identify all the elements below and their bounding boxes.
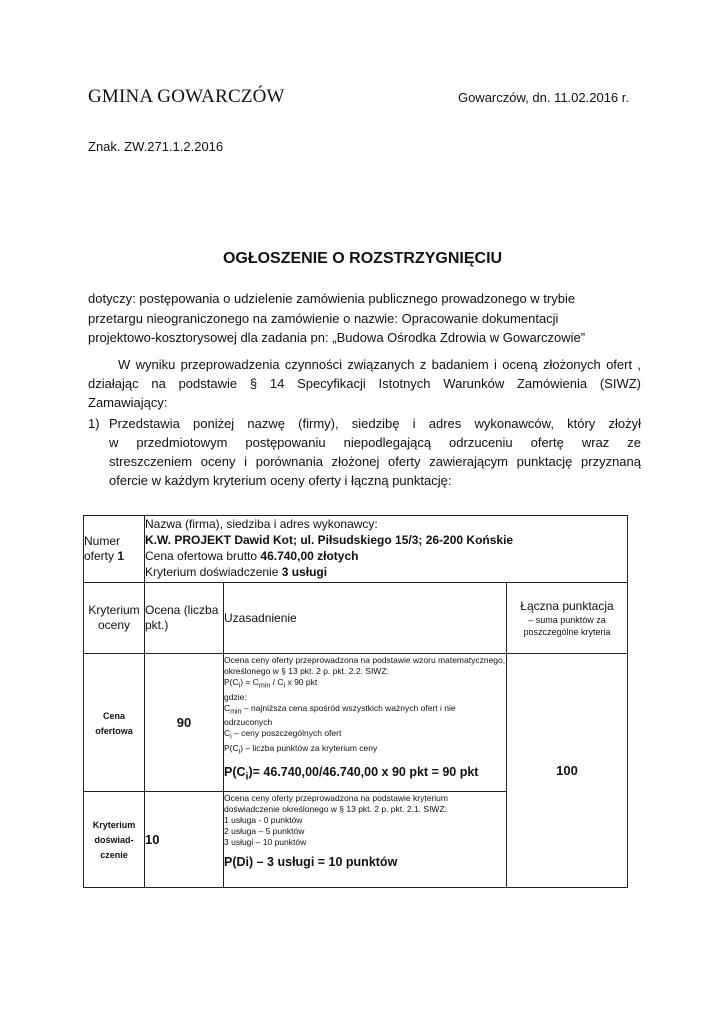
reference-number: Znak. ZW.271.1.2.2016 xyxy=(88,139,224,154)
score-header: Ocena (liczba pkt.) xyxy=(145,583,224,654)
price-where: gdzie: xyxy=(224,691,247,702)
offer-experience xyxy=(145,564,627,580)
contractor-label: Nazwa (firma), siedziba i adres wykonawcy: xyxy=(145,517,378,531)
offer-price xyxy=(145,548,627,564)
experience-scale-2: 2 usługa – 5 punktów xyxy=(224,826,305,836)
total-header xyxy=(507,583,628,654)
contractor-name: K.W. PROJEKT Dawid Kot; ul. Piłsudskiego 15/3; 26-200 Końskie xyxy=(145,533,514,547)
list-item-line: ofercie w każdym kryterium oceny oferty i łączną punktację: xyxy=(109,473,452,488)
score-price: 90 xyxy=(145,654,224,792)
justification-header: Uzasadnienie xyxy=(224,583,507,654)
criterion-price: Cena ofertowa xyxy=(95,710,133,736)
list-item-1 xyxy=(88,414,641,490)
list-number: 1) xyxy=(88,416,100,431)
municipality-name: GMINA GOWARCZÓW xyxy=(88,86,285,107)
price-value: 46.740,00 złotych xyxy=(260,549,359,563)
experience-value: 3 usługi xyxy=(281,565,328,579)
criterion-experience: Kryterium doświad-czenie xyxy=(92,820,136,860)
total-header-label: Łączna punktacja xyxy=(520,598,614,613)
table-row xyxy=(84,654,628,792)
ci-definition: $C_i$ – ceny poszczególnych ofert xyxy=(224,728,342,742)
experience-result: P(Di) – 3 usługi = 10 punktów xyxy=(224,855,398,869)
intro-paragraph xyxy=(88,355,641,412)
price-label: Cena ofertowa brutto xyxy=(145,549,261,563)
experience-scale-1: 1 usługa - 0 punktów xyxy=(224,815,303,825)
column-header-row xyxy=(84,583,628,654)
intro-text: W wyniku przeprowadzenia czynności związanych z badaniem i oceną złożonych ofert , działając na podstawie § 14 Specyfikacji Istotnych Warunków Zamówienia (SIWZ) Zamawiający: xyxy=(88,357,641,410)
criterion-header: Kryterium oceny xyxy=(84,583,145,654)
offer-number-value: 1 xyxy=(117,549,125,563)
page-title: OGŁOSZENIE O ROZSTRZYGNIĘCIU xyxy=(222,250,503,267)
subject-line: przetargu nieograniczonego na zamówienie o nazwie: Opracowanie dokumentacji xyxy=(88,310,559,326)
list-item-line: streszczeniem oceny i porównania złożonej oferty zawierającym punktację przyznaną xyxy=(109,454,641,469)
subject-line: dotyczy: postępowania o udzielenie zamówienia publicznego prowadzonego w trybie xyxy=(88,291,576,306)
justification-experience xyxy=(224,792,507,888)
list-item-line: Przedstawia poniżej nazwę (firmy), siedzibę i adres wykonawców, który złożył xyxy=(109,416,641,431)
offer-table xyxy=(83,515,628,888)
pci-definition: $P(C_i)$ – liczba punktów za kryterium ceny xyxy=(224,743,378,756)
list-item-line: w przedmiotowym postępowaniu niepodlegającą odrzuceniu ofertę wraz ze xyxy=(109,435,641,450)
total-score: 100 xyxy=(507,654,628,888)
price-formula: $P(C_i) = C_{min} / C_i$ x 90 pkt xyxy=(224,677,318,690)
experience-method-text: Ocena ceny oferty przeprowadzona na podstawie kryterium doświadczenie określonego w § 13 pkt. 2 p. pkt. 2.1. SIWZ: xyxy=(224,793,448,814)
price-method-text: Ocena ceny oferty przeprowadzona na podstawie wzoru matematycznego, określonego w § 13 pkt. 2 p. pkt. 2.2. SIWZ: xyxy=(224,655,506,676)
experience-label: Kryterium doświadczenie xyxy=(145,565,282,579)
score-experience: 10 xyxy=(145,792,224,888)
price-result: $P(C_i)= 46.740,00/46.740,00$ x 90 pkt = 90 pkt xyxy=(224,764,479,783)
offer-number-label: Numer oferty xyxy=(84,534,121,563)
offer-header-row xyxy=(84,516,628,583)
cmin-definition: $C_{min}$ – najniższa cena spośród wszystkich ważnych ofert i nie odrzuconych xyxy=(224,702,456,728)
place-date: Gowarczów, dn. 11.02.2016 r. xyxy=(457,90,629,105)
offer-number-cell xyxy=(84,516,145,583)
total-header-note: – suma punktów za poszczególne kryteria xyxy=(523,614,611,637)
experience-scale-3: 3 usługi – 10 punktów xyxy=(224,837,307,847)
justification-price xyxy=(224,654,507,792)
subject-line: projektowo-kosztorysowej dla zadania pn: „Budowa Ośrodka Zdrowia w Gowarczowie” xyxy=(88,330,586,345)
offer-details-cell xyxy=(145,516,628,583)
subject-paragraph xyxy=(88,289,628,348)
